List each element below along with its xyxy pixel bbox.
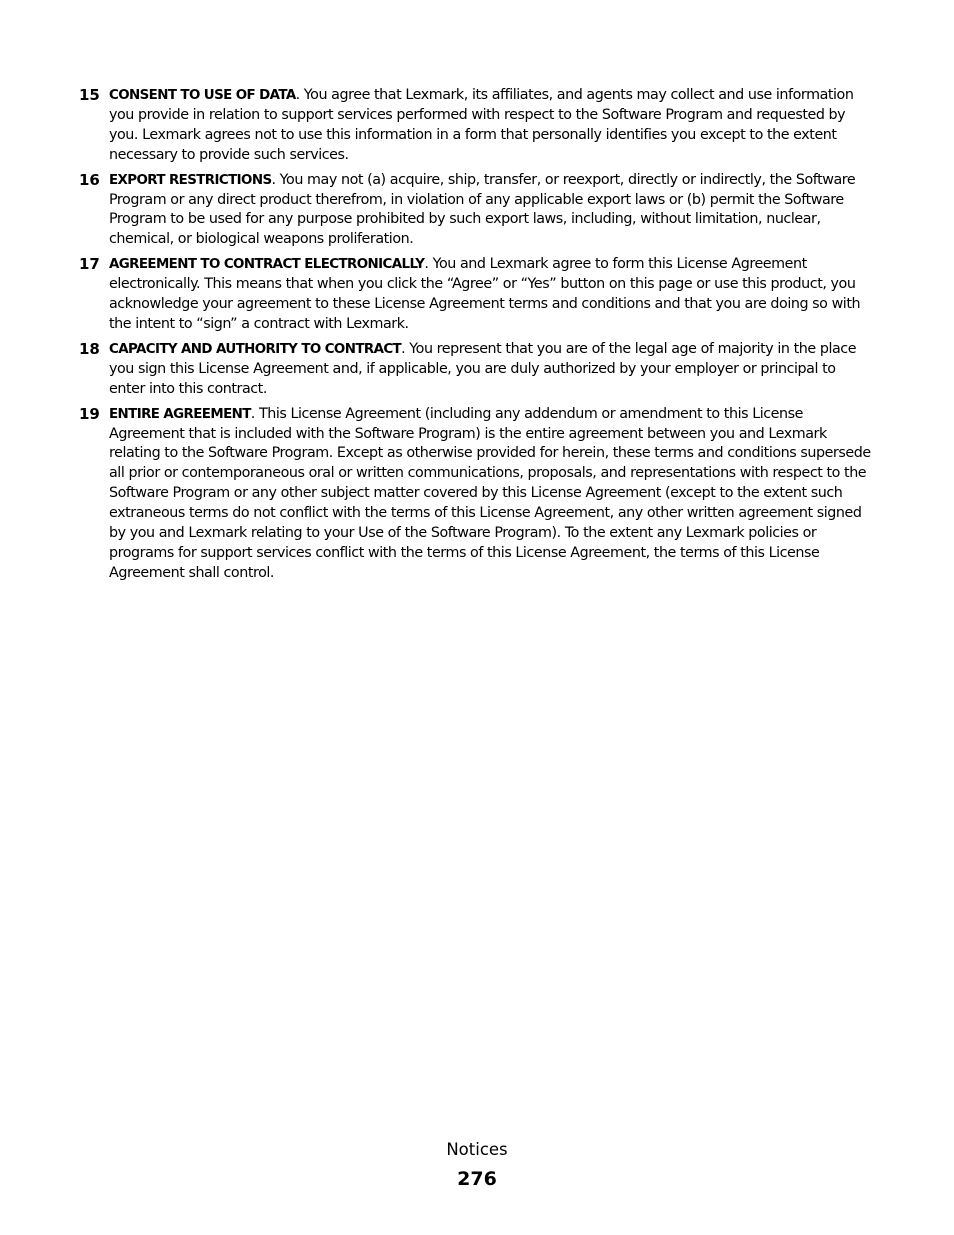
clause-heading: CONSENT TO USE OF DATA [109,88,296,103]
clause-18 [79,340,871,400]
clause-15 [79,86,871,166]
license-clauses [79,86,871,589]
clause-17 [79,255,871,335]
clause-text: . You may not (a) acquire, ship, transfer, or reexport, directly or indirectly, the Software Program or any direct product therefrom, in violation of any applicable export laws or (b) permit the Software Program to be used for any purpose prohibited by such export laws, including, without limitation, nuclear, chemical, or biological weapons proliferation. [109,171,856,248]
clause-text: . You represent that you are of the legal age of majority in the place you sign this License Agreement and, if applicable, you are duly authorized by your employer or principal to enter into this contract. [109,340,857,397]
clause-number: 16 [79,170,100,189]
clause-19 [79,405,871,584]
clause-16 [79,171,871,251]
clause-text: . You and Lexmark agree to form this License Agreement electronically. This means that when you click the “Agree” or “Yes” button on this page or use this product, you acknowledge your agreement to these License Agreement terms and conditions and that you are doing so with the intent to “sign” a contract with Lexmark. [109,256,861,332]
clause-number: 15 [79,86,100,104]
clause-heading: AGREEMENT TO CONTRACT ELECTRONICALLY [109,257,425,273]
footer-section-name: Notices [446,1140,508,1159]
clause-heading: CAPACITY AND AUTHORITY TO CONTRACT [109,341,402,357]
clause-text: . You agree that Lexmark, its affiliates, and agents may collect and use information you provide in relation to support services performed with respect to the Software Program and requested by you. Lexmark agrees not to use this information in a form that personally identifies you except to the extent necessary to provide such services. [109,87,854,163]
clause-number: 17 [79,255,100,274]
page-number: 276 [457,1168,497,1190]
clause-heading: EXPORT RESTRICTIONS [109,172,272,188]
clause-number: 18 [79,339,100,358]
clause-text: . This License Agreement (including any addendum or amendment to this License Agreement that is included with the Software Program) is the entire agreement between you and Lexmark relating to the Software Program. Except as otherwise provided for herein, these terms and conditions supersede all prior or contemporaneous oral or written communications, proposals, and representations with respect to the Software Program or any other subject matter covered by this License Agreement (except to the extent such extraneous terms do not conflict with the terms of this License Agreement, any other written agreement signed by you and Lexmark relating to your Use of the Software Program). To the extent any Lexmark policies or programs for support services conflict with the terms of this License Agreement, the terms of this License Agreement shall control. [109,405,871,581]
clause-heading: ENTIRE AGREEMENT [109,406,251,422]
clause-number: 19 [79,404,100,423]
